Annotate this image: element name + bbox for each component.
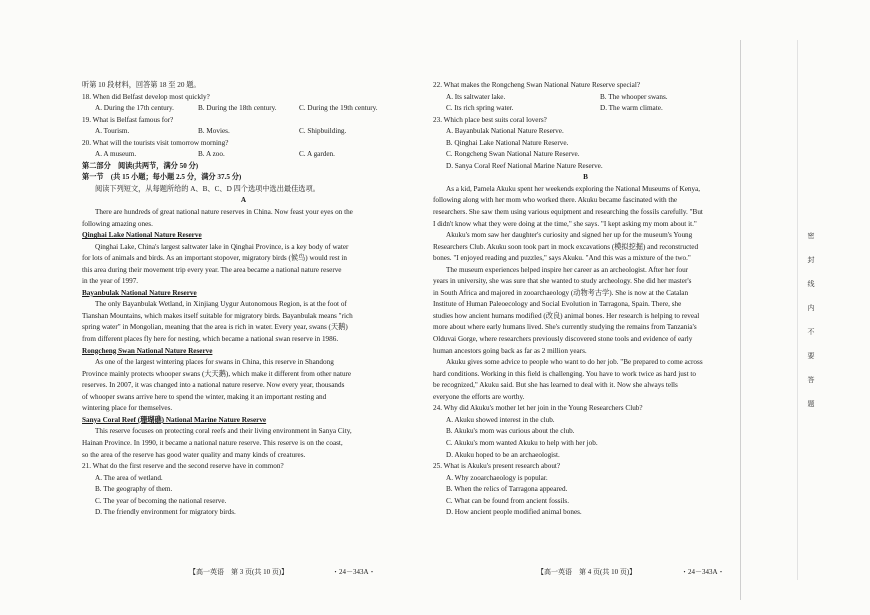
text-line: C. The year of becoming the national reserve. [95,496,227,505]
text-line: There are hundreds of great national nature reserves in China. Now feast your eyes on the [95,208,353,217]
option-text: B. During the 18th century. [198,104,277,113]
text-line: spring water" in Mongolian, meaning that the area is rich in water. Every year, swans (天鹅) [82,323,348,332]
seal-char: 封 [807,256,815,264]
text-line: D. Sanya Coral Reef National Marine Nature Reserve. [446,161,603,170]
text-line: in South Africa and majored in zooarchaeology (动物考古学). She is now at the Catalan [433,288,689,297]
seal-char: 内 [807,304,815,312]
text-line: 第一节 (共 15 小题；每小题 2.5 分，满分 37.5 分) [82,173,242,182]
text-line: reserves. In 2007, it was changed into a national nature reserve. Now every year, thousands [82,381,345,390]
text-line: following amazing ones. [82,219,153,228]
text-line: 19. What is Belfast famous for? [82,115,174,124]
text-line: Olduvai Gorge, where researchers previously discovered stone tools and evidence of early [433,335,693,344]
text-line: Akuku gives some advice to people who want to do her job. "Be prepared to come across [446,358,703,367]
text-line: 23. Which place best suits coral lovers? [433,115,547,124]
text-line: years in university, she was sure that she wanted to study archeology. She did her master's [433,277,692,286]
option-row [433,103,738,115]
text-line: 24. Why did Akuku's mother let her join in the Young Researchers Club? [433,404,643,413]
right-footer-title: 【高一英语 第 4 页(共 10 页)】 [537,568,637,576]
option-text: C. A garden. [299,150,335,159]
option-row [82,149,405,161]
text-line: B. Akuku's mom was curious about the club. [446,427,575,436]
left-column [82,80,405,519]
text-line: A [240,196,247,205]
seal-char: 要 [807,352,815,360]
option-text: B. A zoo. [198,150,225,159]
text-line: D. How ancient people modified animal bones. [446,508,582,517]
option-text: A. Its saltwater lake. [446,92,506,101]
option-text: B. The whooper swans. [600,92,668,101]
text-line: more about where early humans lived. She's currently studying the remains from Tanzania's [433,323,697,332]
left-footer-code: ・24－343A・ [332,568,376,576]
text-line: from different places fly here for nesting, which became a national swan reserve in 1986. [82,335,339,344]
text-line: 21. What do the first reserve and the second reserve have in common? [82,462,284,471]
seal-char: 题 [807,400,815,408]
text-line: D. The friendly environment for migratory birds. [95,508,236,517]
text-line: I didn't know what they were doing at the time," she says. "I kept asking my mom about it." [433,219,697,228]
seal-line-notice [806,224,816,416]
right-column [433,80,738,519]
text-line: 22. What makes the Rongcheng Swan National Nature Reserve special? [433,81,641,89]
text-line: this area during their movement trip every year. The area became a national nature reserve [82,265,342,274]
option-row [433,92,738,104]
text-line: Hainan Province. In 1990, it became a national nature reserve. This reserve is on the coast, [82,438,343,447]
margin-line [797,40,798,580]
text-line: bones. "I enjoyed reading and puzzles," says Akuku. "And this was a mixture of the two." [433,254,691,263]
text-line: C. Rongcheng Swan National Nature Reserve. [446,150,580,159]
binding-margin [740,40,753,600]
option-text: A. A museum. [95,150,137,159]
text-line: A. Akuku showed interest in the club. [446,415,555,424]
text-line: studies how ancient humans modified (改良) animal bones. Her research is helping to reveal [433,311,700,320]
text-line: Researchers Club. Akuku soon took part in mock excavations (模拟挖掘) and reconstructed [433,242,699,251]
text-line: Rongcheng Swan National Nature Reserve [82,346,213,355]
text-line: of whooper swans arrive here to spend the winter, making it an important resting and [82,392,327,401]
right-footer-code: ・24－343A・ [681,568,725,576]
text-line: Akuku's mom saw her daughter's curiosity and signed her up for the museum's Young [446,231,693,240]
option-row [82,103,405,115]
text-line: so the area of the reserve has good water quality and many kinds of creatures. [82,450,306,459]
option-text: A. Tourism. [95,127,130,136]
text-line: in the year of 1997. [82,277,139,286]
option-text: D. The warm climate. [600,104,663,113]
left-footer-title: 【高一英语 第 3 页(共 10 页)】 [189,568,289,576]
text-line: for lots of animals and birds. As an important stopover, migratory birds (候鸟) would rest in [82,254,348,263]
seal-char: 答 [807,376,815,384]
text-line: A. Why zooarchaeology is popular. [446,473,548,482]
text-line: C. Akuku's mom wanted Akuku to help with her job. [446,438,598,447]
text-line: As a kid, Pamela Akuku spent her weekends exploring the National Museums of Kenya, [446,184,701,193]
text-line: wintering place for themselves. [82,404,173,413]
option-text: A. During the 17th century. [95,104,174,113]
text-line: D. Akuku hoped to be an archaeologist. [446,450,560,459]
text-line: following along with her mom who worked there. Akuku became fascinated with the [433,196,678,205]
text-line: 18. When did Belfast develop most quickly? [82,92,210,101]
text-line: B. The geography of them. [95,485,173,494]
text-line: everyone the efforts are worthy. [433,392,525,401]
text-line: A. Bayanbulak National Nature Reserve. [446,127,564,136]
text-line: The only Bayanbulak Wetland, in Xinjiang Uygur Autonomous Region, is at the foot of [95,300,347,309]
text-line: researchers. She saw them using various equipment and researching the fossils carefully. "But [433,208,703,217]
text-line: 25. What is Akuku's present research about? [433,462,561,471]
text-line: 20. What will the tourists visit tomorrow morning? [82,138,229,147]
text-line: As one of the largest wintering places for swans in China, this reserve in Shandong [95,358,334,367]
text-line: Qinghai Lake, China's largest saltwater lake in Qinghai Province, is a key body of water [95,242,349,251]
text-line: C. What can be found from ancient fossils. [446,496,570,505]
text-line: Province mainly protects whooper swans (大天鹅), which make it different from other nature [82,369,352,378]
text-line: B [583,173,588,182]
text-line: This reserve focuses on protecting coral reefs and their living environment in Sanya City, [95,427,352,436]
text-line: 第二部分 阅读(共两节，满分 50 分) [82,161,199,170]
option-text: C. Its rich spring water. [446,104,514,113]
text-line: The museum experiences helped inspire her career as an archeologist. After her four [446,265,689,274]
text-line: A. The area of wetland. [95,473,163,482]
seal-char: 线 [807,280,815,288]
text-line: 阅读下列短文，从每题所给的 A、B、C、D 四个选项中选出最佳选项。 [95,184,320,193]
text-line: Bayanbulak National Nature Reserve [82,288,197,297]
seal-char: 不 [807,328,815,336]
text-line: 听第 10 段材料，回答第 18 至 20 题。 [82,81,201,89]
seal-char: 密 [807,232,815,240]
text-line: B. When the relics of Tarragona appeared. [446,485,568,494]
option-row [82,126,405,138]
text-line: human ancestors going back as far as 2 million years. [433,346,587,355]
option-text: C. Shipbuilding. [299,127,347,136]
text-line: B. Qinghai Lake National Nature Reserve. [446,138,569,147]
option-text: C. During the 19th century. [299,104,378,113]
text-line: Sanya Coral Reef (珊瑚礁) National Marine Nature Reserve [82,415,267,424]
text-line: Tianshan Mountains, which makes itself suitable for migratory birds. Bayanbulak means "rich [82,311,353,320]
text-line: be recognized," Akuku said. But she has learned to deal with it. Now she always tells [433,381,678,390]
text-line: Institute of Human Paleoecology and Social Evolution in Tarragona, Spain. There, she [433,300,682,309]
text-line: Qinghai Lake National Nature Reserve [82,231,202,240]
text-line: hard conditions. Working in this field is challenging. You have to work twice as hard just to [433,369,696,378]
option-text: B. Movies. [198,127,230,136]
